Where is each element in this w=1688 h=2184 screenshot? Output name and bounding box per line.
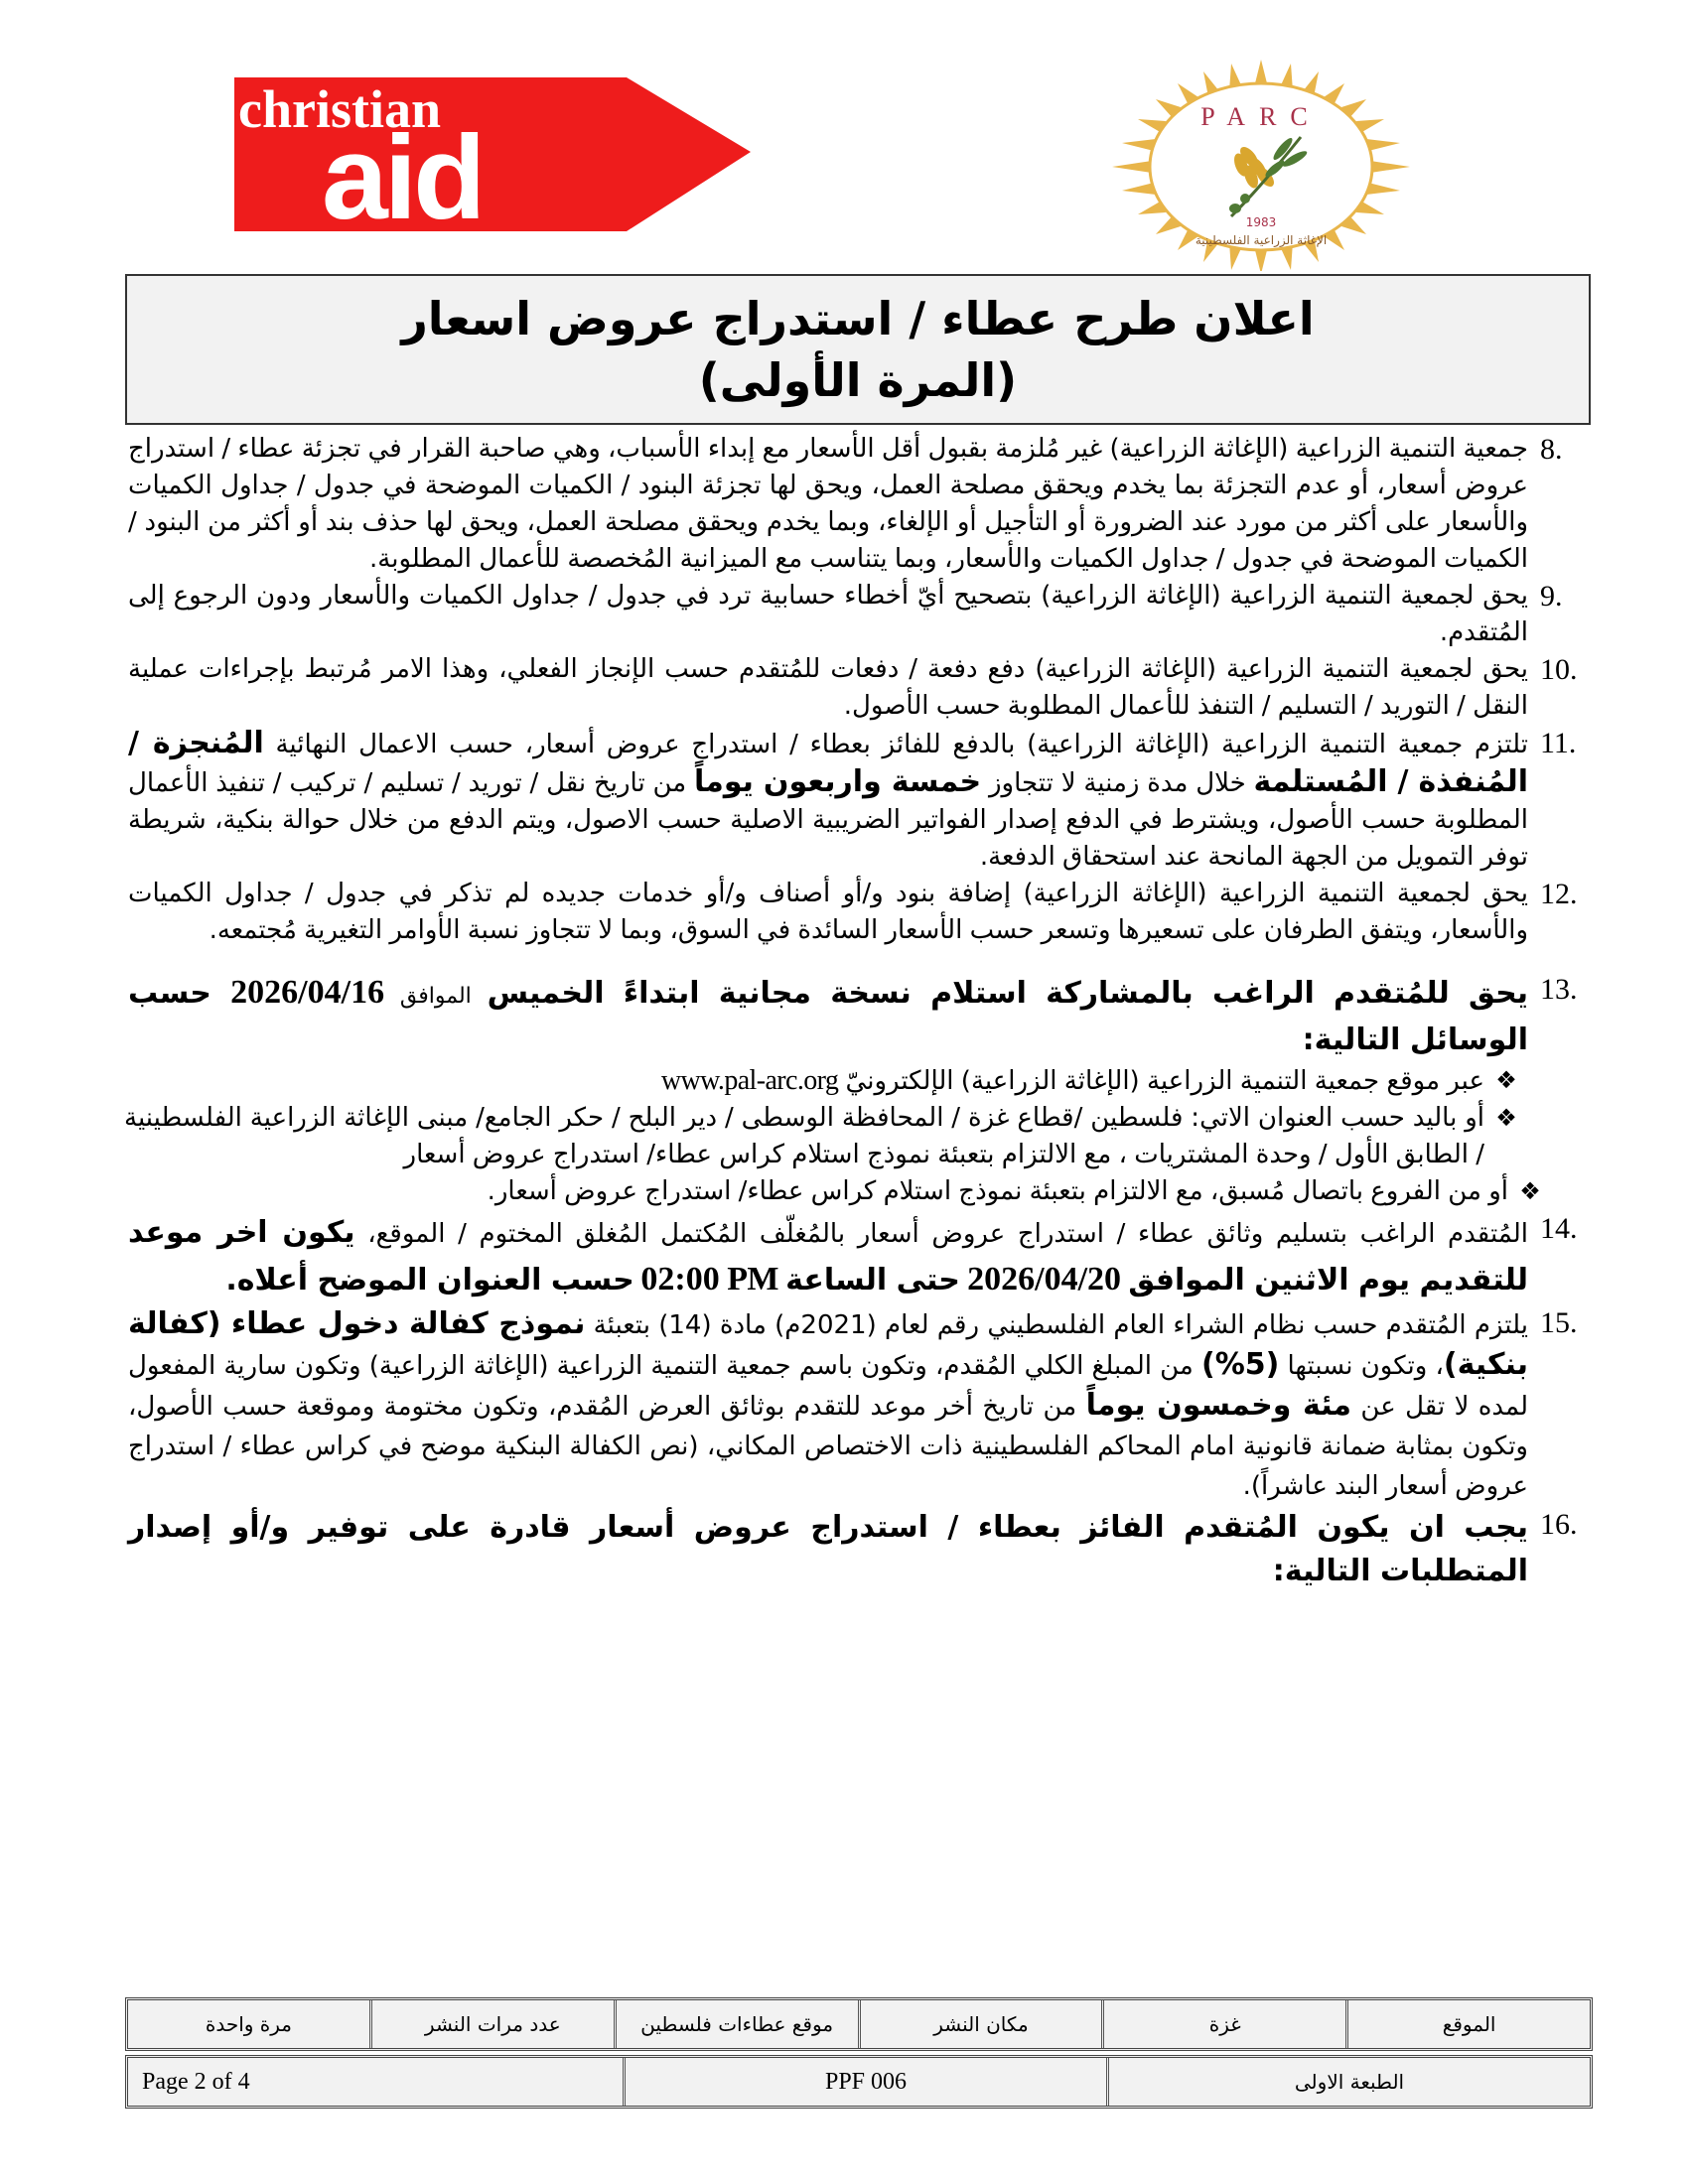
distribution-method-by-hand bbox=[124, 1100, 1528, 1173]
submission-deadline-date: 2026/04/20 bbox=[967, 1261, 1122, 1297]
term-number: 9. bbox=[1540, 580, 1563, 613]
term-bold-deadline: خمسة واربعون يوماً bbox=[694, 764, 982, 799]
christian-aid-logo bbox=[234, 77, 751, 231]
method-text: أو باليد حسب العنوان الاتي: فلسطين /قطاع غزة / المحافظة الوسطى / دير البلح / حكر الجامع/ مبنى الإغاثة الزراعية الفلسطينية / الطابق الأول / وحدة المشتريات ، مع الالتزام بتعبئة نموذج استلام كراس عطاء/ استدراج عروض أسعار bbox=[124, 1103, 1484, 1169]
footer-row-document-info bbox=[125, 2055, 1593, 2109]
term-item-10 bbox=[124, 651, 1594, 725]
distribution-method-website bbox=[124, 1062, 1528, 1100]
term-text-part: من تاريخ أخر موعد للتقدم بوثائق العرض المُقدم، وتكون مختومة وموقعة حسب الأصول، وتكون بمثابة ضمانة قانونية امام المحاكم الفلسطينية ذات الاختصاص المكاني، (نص الكفالة البنكية موضح في كراس عطاء / استدراج عروض أسعار البند عاشراً). bbox=[128, 1392, 1528, 1501]
term-bold-part: حسب العنوان الموضح أعلاه. bbox=[225, 1263, 634, 1297]
footer-cell-publish-count-label: عدد مرات النشر bbox=[369, 2000, 614, 2048]
term-item-11 bbox=[124, 725, 1594, 876]
footer-cell-page-number: Page 2 of 4 bbox=[142, 2068, 250, 2095]
term-text bbox=[124, 1210, 1528, 1304]
term-bold-part: يحق للمُتقدم الراغب بالمشاركة استلام نسخة مجانية ابتداءً الخميس bbox=[487, 976, 1528, 1011]
method-text: عبر موقع جمعية التنمية الزراعية (الإغاثة الزراعية) الإلكترونيّ bbox=[845, 1066, 1484, 1096]
parc-year: 1983 bbox=[1245, 215, 1277, 229]
term-number: 13. bbox=[1540, 973, 1578, 1006]
website-link[interactable]: www.pal-arc.org bbox=[660, 1065, 839, 1096]
term-text-part: من المبلغ الكلي المُقدم، وتكون باسم جمعية التنمية الزراعية (الإغاثة الزراعية) وتكون سارية المفعول لمده لا تقل عن bbox=[128, 1351, 1529, 1422]
term-text-part: الموافق bbox=[384, 984, 488, 1009]
term-bold-part: حتى الساعة bbox=[785, 1263, 960, 1297]
term-bold-part: نموذج كفالة دخول عطاء (كفالة بنكية) bbox=[128, 1306, 1528, 1382]
term-item-13 bbox=[124, 971, 1594, 1062]
term-text: يحق لجمعية التنمية الزراعية (الإغاثة الزراعية) بتصحيح أيّ أخطاء حسابية ترد في جدول / جداول الكميات والأسعار ودون الرجوع إلى المُتقدم. bbox=[128, 581, 1528, 647]
term-number: 15. bbox=[1540, 1306, 1578, 1339]
bullet-diamond-icon: ❖ bbox=[1519, 1177, 1541, 1205]
parc-arabic-name: الإغاثة الزراعية الفلسطينية bbox=[1195, 233, 1328, 247]
term-number: 8. bbox=[1540, 433, 1563, 466]
guarantee-validity: مئة وخمسون يوماً bbox=[1085, 1388, 1352, 1423]
footer-cell-edition: الطبعة الاولى bbox=[1106, 2058, 1590, 2106]
term-item-8 bbox=[124, 431, 1594, 578]
term-bold-part: حسب الوسائل التالية: bbox=[128, 976, 1528, 1057]
page-title: اعلان طرح عطاء / استدراج عروض اسعار bbox=[401, 292, 1315, 345]
bullet-diamond-icon: ❖ bbox=[1495, 1066, 1517, 1094]
term-bold-status: المُنجزة / المُنفذة / المُستلمة bbox=[128, 726, 1528, 799]
term-item-16 bbox=[124, 1506, 1594, 1593]
distribution-start-date: 2026/04/16 bbox=[230, 974, 385, 1011]
document-footer-table bbox=[125, 1997, 1593, 2109]
term-item-15 bbox=[124, 1304, 1594, 1506]
parc-logo bbox=[1090, 58, 1438, 271]
footer-cell-publish-count-value: مرة واحدة bbox=[205, 2012, 293, 2036]
distribution-method-branches bbox=[124, 1173, 1552, 1210]
term-text-part: ، وتكون نسبتها bbox=[1279, 1351, 1444, 1381]
parc-acronym: PARC bbox=[1200, 102, 1322, 131]
term-number: 11. bbox=[1540, 727, 1577, 759]
term-text bbox=[124, 1304, 1528, 1506]
term-item-9 bbox=[124, 578, 1594, 651]
term-text-part: تلتزم جمعية التنمية الزراعية (الإغاثة الزراعية) بالدفع للفائز بعطاء / استدراج عروض أسعار، حسب الاعمال النهائية bbox=[263, 730, 1528, 759]
distribution-methods-list bbox=[124, 1062, 1541, 1210]
term-number: 10. bbox=[1540, 653, 1578, 686]
footer-cell-location-label: الموقع bbox=[1345, 2000, 1590, 2048]
term-text bbox=[124, 971, 1528, 1062]
term-text: جمعية التنمية الزراعية (الإغاثة الزراعية) غير مُلزمة بقبول أقل الأسعار مع إبداء الأسباب، وهي صاحبة القرار في تجزئة عطاء / استدراج عروض أسعار، أو عدم التجزئة بما يخدم ويحقق مصلحة العمل، ويحق لها تجزئة البنود / الكميات الموضحة في جدول / جداول الكميات والأسعار على أكثر من مورد عند الضرورة أو التأجيل أو الإلغاء، وبما يخدم ويحقق مصلحة العمل، ويحق لها حذف بند أو أكثر من البنود / الكميات الموضحة في جدول / جداول الكميات والأسعار، وبما يتناسب مع الميزانية المُخصصة للأعمال المطلوبة. bbox=[128, 434, 1528, 574]
term-number: 12. bbox=[1540, 878, 1578, 910]
parc-sun-emblem-icon bbox=[1090, 58, 1438, 271]
term-text bbox=[124, 725, 1528, 876]
term-text-part: المُتقدم الراغب بتسليم وثائق عطاء / استدراج عروض أسعار بالمُغلّف المُكتمل المُغلق المختوم / الموقع، bbox=[354, 1219, 1528, 1249]
term-text-part: من تاريخ نقل / توريد / تسليم / تركيب / تنفيذ الأعمال المطلوبة حسب الأصول، ويشترط في الدفع إصدار الفواتير الضريبية الاصلية حسب الاصول، ويتم الدفع من خلال حوالة بنكية، شريطة توفر التمويل من الجهة المانحة عند استحقاق الدفعة. bbox=[128, 768, 1528, 872]
christian-aid-line1: christian bbox=[238, 79, 442, 139]
christian-aid-line2: aid bbox=[322, 111, 483, 231]
term-text: يجب ان يكون المُتقدم الفائز بعطاء / استدراج عروض أسعار قادرة على توفير و/أو إصدار المتطلبات التالية: bbox=[128, 1510, 1528, 1588]
footer-row-publication bbox=[125, 1997, 1593, 2051]
bullet-diamond-icon: ❖ bbox=[1495, 1104, 1517, 1132]
term-text: يحق لجمعية التنمية الزراعية (الإغاثة الزراعية) إضافة بنود و/أو أصناف و/أو خدمات جديده لم تذكر في جدول / جداول الكميات والأسعار، ويتفق الطرفان على تسعيرها وتسعر حسب الأسعار السائدة في السوق، وبما لا تتجاوز نسبة الأوامر التغيرية مُجتمعه. bbox=[128, 879, 1528, 945]
footer-cell-location-value: غزة bbox=[1101, 2000, 1345, 2048]
announcement-title-box bbox=[125, 274, 1591, 425]
term-bold-part: يكون اخر موعد للتقديم يوم الاثنين الموافق bbox=[128, 1215, 1528, 1297]
guarantee-percentage: (5%) bbox=[1200, 1347, 1280, 1382]
christian-aid-logo-icon bbox=[234, 77, 751, 231]
term-item-14 bbox=[124, 1210, 1594, 1304]
footer-cell-publish-place-label: مكان النشر bbox=[858, 2000, 1102, 2048]
term-text-part: يلتزم المُتقدم حسب نظام الشراء العام الفلسطيني رقم لعام (2021م) مادة (14) بتعبئة bbox=[585, 1310, 1528, 1340]
term-item-12 bbox=[124, 876, 1594, 949]
footer-cell-publish-place-value: موقع عطاءات فلسطين bbox=[614, 2000, 858, 2048]
term-text: يحق لجمعية التنمية الزراعية (الإغاثة الزراعية) دفع دفعة / دفعات للمُتقدم حسب الإنجاز الفعلي، وهذا الامر مُرتبط بإجراءات عملية النقل / التوريد / التسليم / التنفذ للأعمال المطلوبة حسب الأصول. bbox=[128, 654, 1528, 721]
method-text: أو من الفروع باتصال مُسبق، مع الالتزام بتعبئة نموذج استلام كراس عطاء/ استدراج عروض أسعار. bbox=[487, 1176, 1508, 1206]
footer-cell-form-code: PPF 006 bbox=[623, 2058, 1106, 2106]
terms-list bbox=[124, 431, 1594, 1593]
submission-deadline-time: 02:00 PM bbox=[640, 1261, 778, 1297]
page-subtitle: (المرة الأولى) bbox=[698, 353, 1018, 407]
term-text-part: خلال مدة زمنية لا تتجاوز bbox=[981, 768, 1254, 798]
term-number: 16. bbox=[1540, 1508, 1578, 1541]
term-number: 14. bbox=[1540, 1212, 1578, 1245]
